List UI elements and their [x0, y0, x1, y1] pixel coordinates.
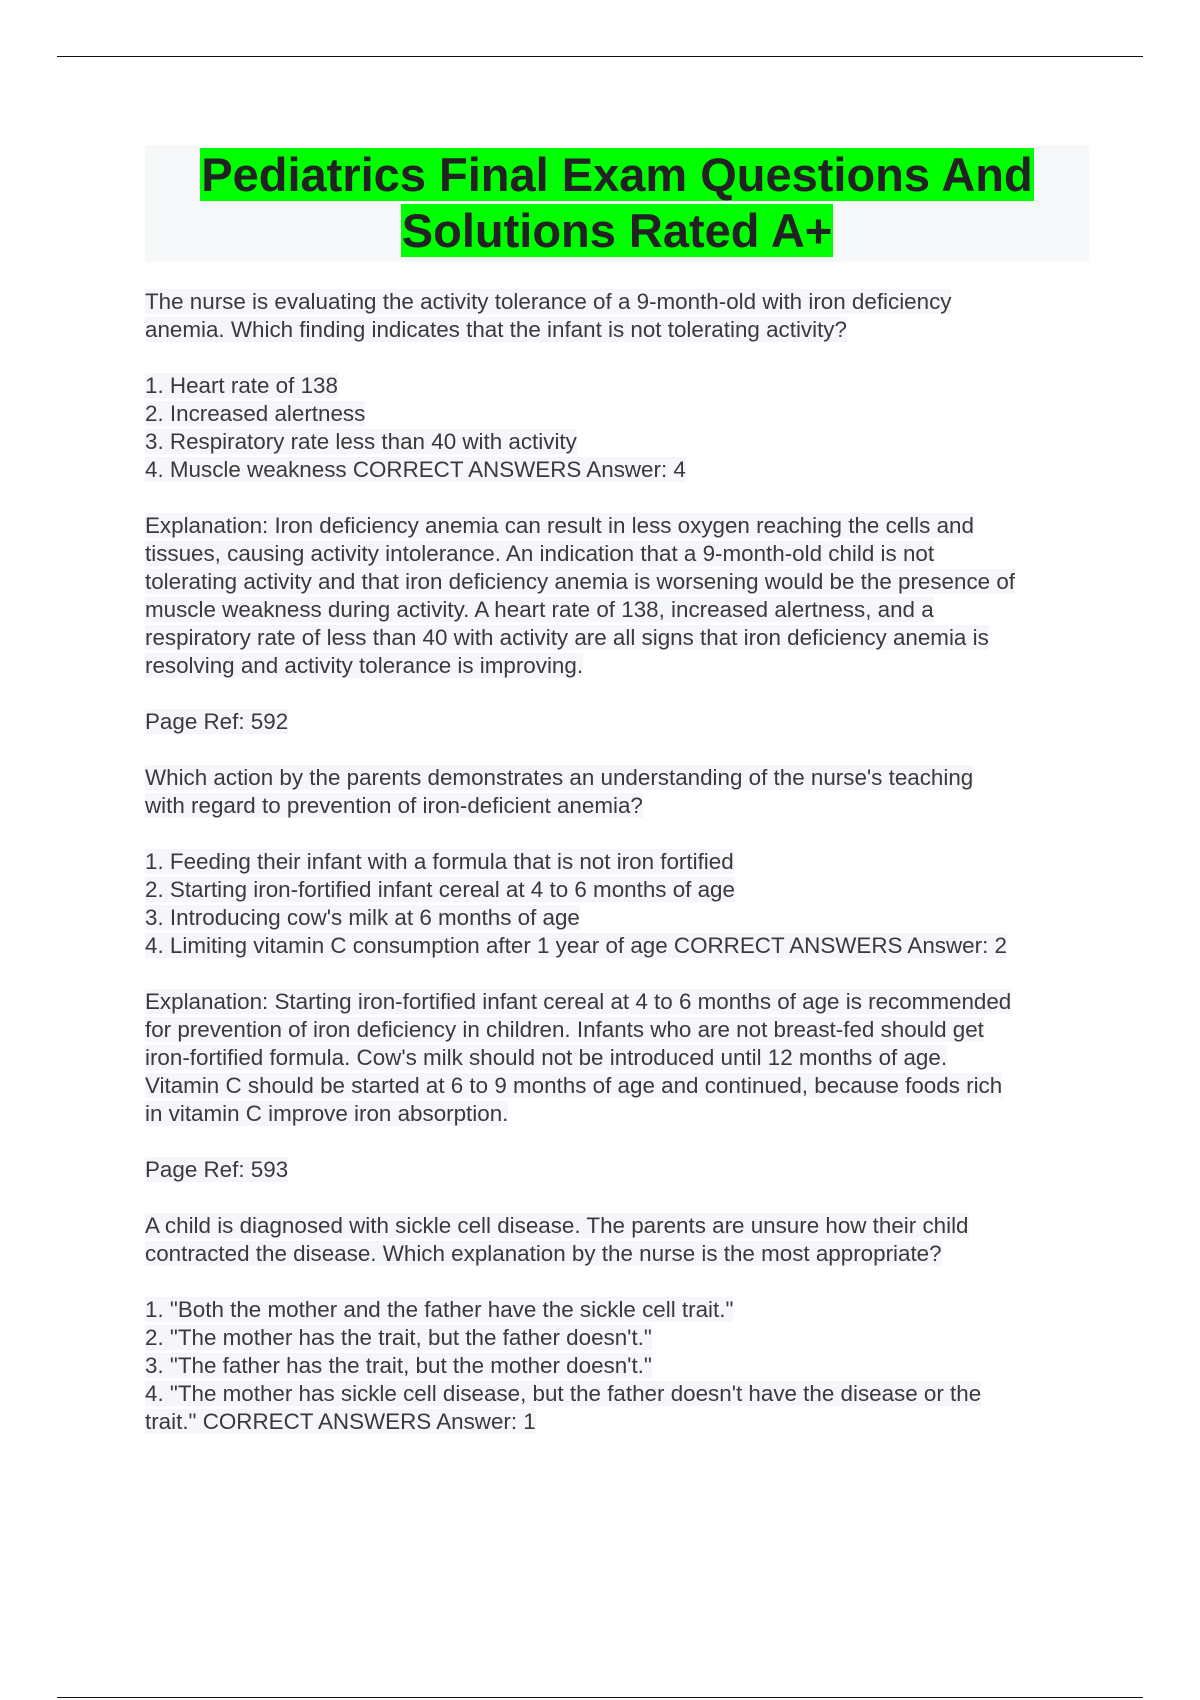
- text-line: [145, 428, 1089, 456]
- text-line-content: 2. "The mother has the trait, but the father doesn't.": [145, 1325, 652, 1350]
- text-line-content: contracted the disease. Which explanation by the nurse is the most appropriate?: [145, 1241, 942, 1266]
- title-line-2: Solutions Rated A+: [401, 204, 833, 257]
- text-line: [145, 764, 1089, 792]
- text-line: [145, 1240, 1089, 1268]
- text-line: [145, 1100, 1089, 1128]
- text-line-content: 2. Increased alertness: [145, 401, 366, 426]
- text-line-content: The nurse is evaluating the activity tolerance of a 9-month-old with iron deficiency: [145, 289, 952, 314]
- text-line-content: anemia. Which finding indicates that the infant is not tolerating activity?: [145, 317, 847, 342]
- text-line-content: for prevention of iron deficiency in children. Infants who are not breast-fed should get: [145, 1017, 984, 1042]
- text-line-content: 2. Starting iron-fortified infant cereal at 4 to 6 months of age: [145, 877, 735, 902]
- text-line: [145, 316, 1089, 344]
- text-line-content: 3. "The father has the trait, but the mother doesn't.": [145, 1353, 652, 1378]
- text-line: [145, 1352, 1089, 1380]
- text-line: [145, 876, 1089, 904]
- question-stem: [145, 1212, 1089, 1268]
- text-line: [145, 512, 1089, 540]
- header-rule: [57, 56, 1143, 57]
- text-line-content: iron-fortified formula. Cow's milk should not be introduced until 12 months of age.: [145, 1045, 948, 1070]
- text-line: [145, 624, 1089, 652]
- text-line-content: Vitamin C should be started at 6 to 9 months of age and continued, because foods rich: [145, 1073, 1003, 1098]
- text-line: [145, 1072, 1089, 1100]
- text-line: [145, 708, 1089, 736]
- text-line: [145, 1212, 1089, 1240]
- document-title: [145, 147, 1089, 259]
- text-line: [145, 456, 1089, 484]
- text-line-content: resolving and activity tolerance is improving.: [145, 653, 584, 678]
- text-line-content: Page Ref: 593: [145, 1157, 289, 1182]
- question-stem: [145, 288, 1089, 344]
- text-line-content: Page Ref: 592: [145, 709, 289, 734]
- explanation: [145, 512, 1089, 680]
- title-line-1: Pediatrics Final Exam Questions And: [201, 148, 1033, 201]
- page-ref: [145, 1156, 1089, 1184]
- text-line: [145, 1324, 1089, 1352]
- text-line: [145, 400, 1089, 428]
- text-line: [145, 596, 1089, 624]
- footer-rule: [57, 1697, 1143, 1698]
- text-line-content: 4. Muscle weakness CORRECT ANSWERS Answer: 4: [145, 457, 686, 482]
- question-stem: [145, 764, 1089, 820]
- text-line: [145, 848, 1089, 876]
- text-line-content: 4. Limiting vitamin C consumption after 1 year of age CORRECT ANSWERS Answer: 2: [145, 933, 1007, 958]
- page-ref: [145, 708, 1089, 736]
- answer-options: [145, 1296, 1089, 1436]
- text-line-content: trait." CORRECT ANSWERS Answer: 1: [145, 1409, 536, 1434]
- text-line-content: tolerating activity and that iron deficiency anemia is worsening would be the presence of: [145, 569, 1015, 594]
- text-line-content: muscle weakness during activity. A heart rate of 138, increased alertness, and a: [145, 597, 934, 622]
- text-line-content: 3. Respiratory rate less than 40 with activity: [145, 429, 577, 454]
- explanation: [145, 988, 1089, 1128]
- text-line: [145, 652, 1089, 680]
- text-line: [145, 1044, 1089, 1072]
- text-line: [145, 792, 1089, 820]
- text-line: [145, 932, 1089, 960]
- text-line-content: 1. "Both the mother and the father have the sickle cell trait.": [145, 1297, 734, 1322]
- text-line: [145, 904, 1089, 932]
- text-line-content: 3. Introducing cow's milk at 6 months of age: [145, 905, 580, 930]
- text-line: [145, 988, 1089, 1016]
- text-line-content: A child is diagnosed with sickle cell disease. The parents are unsure how their child: [145, 1213, 969, 1238]
- text-line-content: 1. Feeding their infant with a formula that is not iron fortified: [145, 849, 734, 874]
- text-line-content: Explanation: Starting iron-fortified infant cereal at 4 to 6 months of age is recommended: [145, 989, 1012, 1014]
- text-line: [145, 568, 1089, 596]
- question-blocks: [145, 288, 1089, 1436]
- answer-options: [145, 848, 1089, 960]
- text-line: [145, 1380, 1089, 1408]
- text-line: [145, 1408, 1089, 1436]
- text-line-content: tissues, causing activity intolerance. An indication that a 9-month-old child is not: [145, 541, 935, 566]
- text-line-content: in vitamin C improve iron absorption.: [145, 1101, 509, 1126]
- title-box: [145, 145, 1089, 262]
- text-line-content: Explanation: Iron deficiency anemia can result in less oxygen reaching the cells and: [145, 513, 974, 538]
- text-line: [145, 372, 1089, 400]
- text-line: [145, 1296, 1089, 1324]
- text-line-content: respiratory rate of less than 40 with activity are all signs that iron deficiency anemia is: [145, 625, 989, 650]
- text-line: [145, 1016, 1089, 1044]
- text-line-content: with regard to prevention of iron-deficient anemia?: [145, 793, 643, 818]
- text-line: [145, 288, 1089, 316]
- document-body: [145, 145, 1089, 1464]
- answer-options: [145, 372, 1089, 484]
- text-line-content: 1. Heart rate of 138: [145, 373, 338, 398]
- text-line: [145, 1156, 1089, 1184]
- text-line-content: Which action by the parents demonstrates an understanding of the nurse's teaching: [145, 765, 974, 790]
- text-line: [145, 540, 1089, 568]
- text-line-content: 4. "The mother has sickle cell disease, but the father doesn't have the disease or the: [145, 1381, 982, 1406]
